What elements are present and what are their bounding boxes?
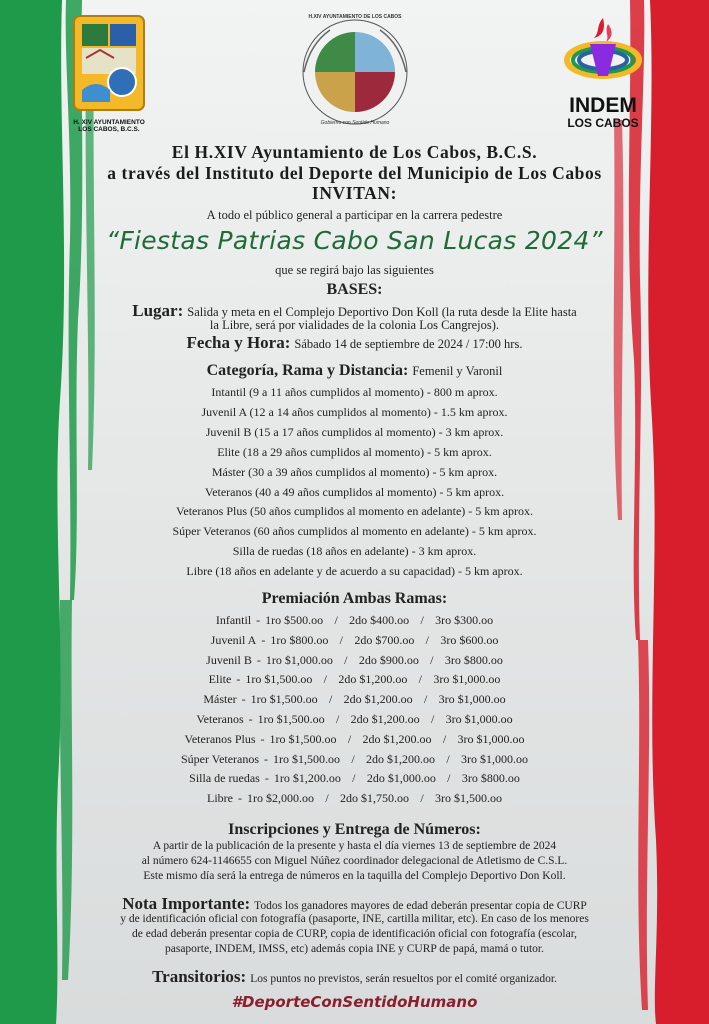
- bases-heading: BASES:: [326, 281, 383, 298]
- prize-first: 1ro $1,500.oo: [245, 672, 313, 687]
- prize-first: 1ro $2,000.oo: [247, 791, 314, 806]
- separator: /: [442, 731, 447, 746]
- separator: -: [238, 791, 242, 806]
- prize-row: [0, 732, 709, 747]
- nota-label: Nota Importante:: [122, 894, 251, 913]
- separator: -: [264, 751, 269, 766]
- category-item: Veteranos (40 a 49 años cumplidos al momento) - 5 km aprox.: [204, 485, 505, 499]
- separator: /: [425, 632, 429, 647]
- separator: -: [260, 731, 265, 746]
- prize-third: 3ro $1,000.oo: [433, 672, 501, 687]
- categorias-header: [0, 362, 709, 380]
- inscripciones-heading: Inscripciones y Entrega de Números:: [228, 821, 481, 838]
- category-item: Silla de ruedas (18 años en adelante) - 3 km aprox.: [232, 544, 477, 558]
- prize-third: 3ro $800.oo: [461, 771, 520, 786]
- category-item: Juvenil A (12 a 14 años cumplidos al momento) - 1.5 km aprox.: [201, 405, 508, 419]
- separator: /: [430, 652, 434, 667]
- seal-icon: [290, 14, 420, 132]
- categorias-label: Categoría, Rama y Distancia:: [206, 362, 409, 379]
- category-item: Intantil (9 a 11 años cumplidos al momento) - 800 m aprox.: [211, 385, 498, 399]
- prize-first: 1ro $1,500.oo: [250, 692, 318, 707]
- prize-row: [0, 653, 709, 668]
- separator: -: [261, 632, 266, 647]
- category-item: Veteranos Plus (50 años cumplidos al momento en adelante) - 5 km aprox.: [176, 504, 533, 518]
- prize-category: Máster: [203, 692, 237, 707]
- inscripciones-line: Este mismo día será la entrega de números en la taquilla del Complejo Deportivo Don Koll.: [143, 870, 566, 882]
- separator: -: [264, 771, 269, 786]
- separator: -: [236, 672, 241, 687]
- lugar-text-1: Salida y meta en el Complejo Deportivo Don Koll (la ruta desde la Elite hasta: [187, 305, 577, 319]
- rules-intro-text: que se regirá bajo las siguientes: [275, 263, 434, 277]
- prize-row: [0, 633, 709, 648]
- prize-first: 1ro $1,500.oo: [273, 751, 341, 766]
- fecha-value: Sábado 14 de septiembre de 2024 / 17:00 hrs.: [294, 337, 523, 351]
- hashtag: #DeporteConSentidoHumano: [231, 993, 478, 1011]
- prize-third: 3ro $1,000.oo: [445, 712, 513, 726]
- prize-row: [0, 712, 709, 727]
- crest-icon: [70, 14, 148, 114]
- prize-second: 2do $1,200.oo: [343, 692, 413, 707]
- prize-category: Silla de ruedas: [189, 771, 260, 786]
- separator: /: [344, 652, 348, 667]
- prize-first: 1ro $1,500.oo: [269, 731, 337, 746]
- gobierno-seal-logo: [290, 14, 420, 132]
- category-item: Juvenil B (15 a 17 años cumplidos al momento) - 3 km aprox.: [205, 425, 504, 439]
- category-item: Elite (18 a 29 años cumplidos al momento) - 5 km aprox.: [217, 445, 492, 459]
- separator: /: [420, 613, 424, 627]
- rama-text: Femenil y Varonil: [412, 364, 503, 378]
- prize-row: [0, 613, 709, 628]
- prize-row: [0, 791, 709, 806]
- separator: /: [351, 751, 355, 766]
- separator: /: [423, 692, 428, 707]
- prize-category: Veteranos Plus: [184, 731, 256, 746]
- separator: /: [325, 791, 329, 806]
- prize-second: 2do $900.oo: [358, 652, 419, 667]
- inscripciones-line: al número 624-1146655 con Miguel Núñez coordinador delegacional de Atletismo de C.S.L.: [141, 855, 568, 867]
- prize-second: 2do $700.oo: [354, 632, 415, 647]
- nota-line: de edad deberán presentar copia de CURP, copia de identificación oficial con fotografía (escolar,: [132, 928, 577, 940]
- separator: /: [447, 771, 451, 786]
- invitan-heading: INVITAN:: [311, 183, 398, 203]
- organizer-line-2: a través del Instituto del Deporte del Municipio de Los Cabos: [107, 163, 602, 183]
- seal-top-text: H.XIV AYUNTAMIENTO DE LOS CABOS: [308, 14, 402, 20]
- separator: /: [347, 731, 352, 746]
- prize-third: 3ro $800.oo: [444, 652, 503, 667]
- nota-line: y de identificación oficial con fotografía (pasaporte, INE, cartilla militar, etc). En caso de los menores: [120, 913, 589, 925]
- category-item: Libre (18 años en adelante y de acuerdo a su capacidad) - 5 km aprox.: [186, 564, 523, 578]
- indem-subtitle: LOS CABOS: [567, 116, 639, 130]
- prize-second: 2do $1,200.oo: [362, 731, 432, 746]
- prize-category: Elite: [208, 672, 232, 687]
- separator: -: [256, 652, 261, 667]
- event-title: “Fiestas Patrias Cabo San Lucas 2024”: [106, 226, 603, 255]
- transitorios-row: [0, 967, 709, 987]
- separator: /: [334, 613, 338, 627]
- separator: /: [418, 672, 422, 687]
- transitorios-text: Los puntos no previstos, serán resueltos por el comité organizador.: [250, 973, 557, 985]
- prize-second: 2do $1,200.oo: [350, 712, 420, 726]
- separator: /: [352, 771, 356, 786]
- prize-row: [0, 692, 709, 707]
- prize-first: 1ro $1,500.oo: [257, 712, 325, 726]
- prize-first: 1ro $1,200.oo: [273, 771, 341, 786]
- separator: /: [323, 672, 327, 687]
- prize-row: [0, 771, 709, 786]
- prize-second: 2do $1,200.oo: [338, 672, 408, 687]
- nota-line: pasaporte, INDEM, IMSS, etc) además copia INE y CURP de papá, mamá o tutor.: [165, 943, 544, 955]
- category-item: Máster (30 a 39 años cumplidos al momento) - 5 km aprox.: [211, 465, 498, 479]
- premiacion-heading: Premiación Ambas Ramas:: [261, 590, 448, 607]
- transitorios-label: Transitorios:: [152, 967, 247, 986]
- prize-category: Juvenil B: [206, 652, 252, 667]
- crest-caption-line2: LOS CABOS, B.C.S.: [78, 126, 140, 133]
- indem-wordmark: INDEM: [569, 94, 637, 117]
- prize-second: 2do $1,750.oo: [340, 791, 409, 806]
- organizer-line-1: El H.XIV Ayuntamiento de Los Cabos, B.C.S.: [171, 142, 538, 162]
- nota-row: [0, 894, 709, 914]
- prize-third: 3ro $1,000.oo: [438, 692, 506, 707]
- prize-category: Súper Veteranos: [180, 751, 260, 766]
- prize-category: Libre: [207, 791, 233, 806]
- invite-text: A todo el público general a participar en la carrera pedestre: [206, 208, 503, 222]
- separator: /: [420, 791, 424, 806]
- fecha-row: [0, 333, 709, 353]
- inscripciones-line: A partir de la publicación de la presente y hasta el día viernes 13 de septiembre de 2024: [152, 840, 557, 852]
- prize-third: 3ro $1,500.oo: [435, 791, 502, 806]
- prize-category: Infantil: [215, 613, 252, 627]
- separator: -: [248, 712, 253, 726]
- ayuntamiento-crest-logo: [70, 14, 148, 132]
- seal-bottom-text: Gobierno con Sentido Humano: [320, 120, 390, 126]
- prize-row: [0, 672, 709, 687]
- nota-line-1: Todos los ganadores mayores de edad deberán presentar copia de CURP: [254, 900, 587, 912]
- fecha-label: Fecha y Hora:: [186, 333, 291, 352]
- prize-third: 3ro $1,000.oo: [461, 751, 529, 766]
- prize-third: 3ro $600.oo: [440, 632, 499, 647]
- prize-first: 1ro $800.oo: [270, 632, 329, 647]
- prize-third: 3ro $300.oo: [435, 613, 494, 627]
- torch-icon: [560, 14, 646, 90]
- prize-category: Veteranos: [196, 712, 244, 726]
- crest-caption-line1: H. XIV AYUNTAMIENTO: [73, 119, 145, 126]
- separator: /: [446, 751, 450, 766]
- separator: /: [430, 712, 435, 726]
- separator: /: [335, 712, 340, 726]
- prize-second: 2do $1,200.oo: [366, 751, 436, 766]
- prize-first: 1ro $1,000.oo: [265, 652, 333, 667]
- prize-second: 2do $1,000.oo: [366, 771, 436, 786]
- indem-logo: [560, 14, 646, 132]
- separator: -: [256, 613, 261, 627]
- prize-category: Juvenil A: [210, 632, 257, 647]
- prize-first: 1ro $500.oo: [265, 613, 324, 627]
- prize-row: [0, 752, 709, 767]
- prize-third: 3ro $1,000.oo: [457, 731, 525, 746]
- lugar-label: Lugar:: [132, 301, 184, 320]
- category-item: Súper Veteranos (60 años cumplidos al momento en adelante) - 5 km aprox.: [172, 524, 537, 538]
- separator: -: [241, 692, 246, 707]
- lugar-text-2: la Libre, será por vialidades de la colonia Los Cangrejos).: [209, 318, 500, 332]
- separator: /: [339, 632, 343, 647]
- separator: /: [328, 692, 333, 707]
- prize-second: 2do $400.oo: [349, 613, 410, 627]
